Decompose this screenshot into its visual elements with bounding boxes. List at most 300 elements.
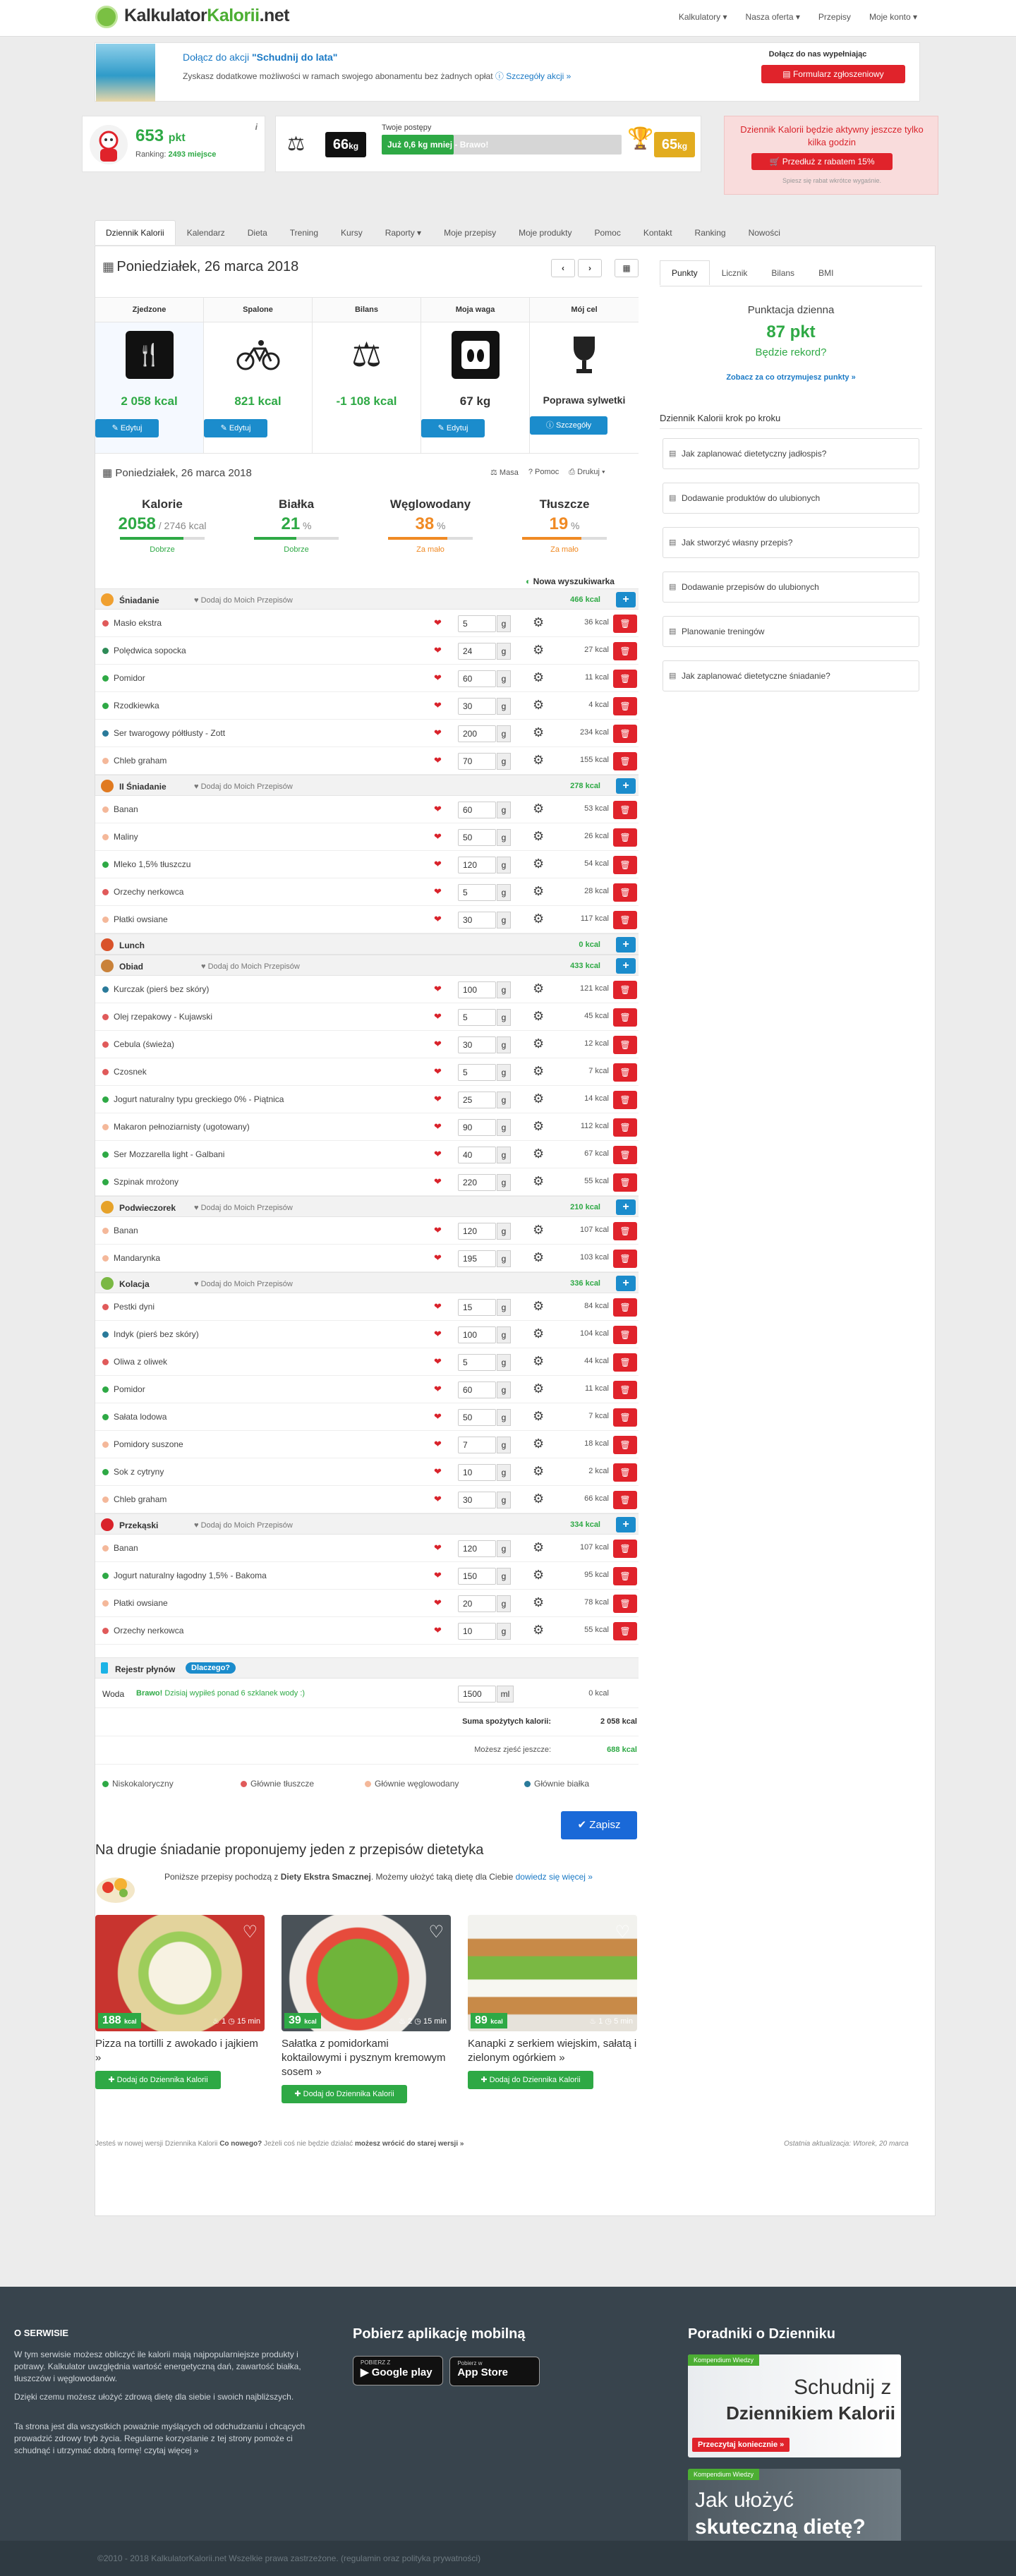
meal-header: [95, 588, 639, 610]
quantity-input[interactable]: 220: [458, 1174, 496, 1191]
food-row: [95, 1562, 639, 1590]
unit-label: g: [497, 1381, 511, 1398]
food-row: [95, 1321, 639, 1348]
quantity-input[interactable]: 20: [458, 1595, 496, 1612]
food-row: [95, 747, 639, 775]
favorite-heart-icon[interactable]: ❤: [434, 1625, 442, 1635]
suggest-text: Poniższe przepisy pochodzą z Diety Ekstra Smacznej. Możemy ułożyć taką dietę dla Ciebie dowiedz się więcej »: [164, 1872, 593, 1882]
meal-icon: [101, 1201, 114, 1214]
favorite-heart-icon[interactable]: ❤: [434, 1039, 442, 1049]
delete-trash-icon[interactable]: 🗑: [613, 801, 637, 819]
quantity-input[interactable]: 30: [458, 912, 496, 929]
score-points: 653 pkt: [135, 126, 186, 145]
side-tab-licznik[interactable]: Licznik: [721, 268, 748, 278]
meal-name: Kolacja: [119, 1279, 150, 1289]
calendar-icon: ▦: [102, 260, 115, 274]
meal-kcal: 278 kcal: [570, 782, 600, 790]
guide-ulubione-przepisy[interactable]: ▤ Dodawanie przepisów do ulubionych: [663, 572, 919, 603]
meal-icon: [101, 1518, 114, 1531]
gear-icon[interactable]: ⚙: [533, 1174, 545, 1188]
quantity-input[interactable]: 30: [458, 1036, 496, 1053]
delete-trash-icon[interactable]: 🗑: [613, 1491, 637, 1509]
favorite-heart-icon[interactable]: ❤: [434, 1066, 442, 1077]
favorite-heart-icon[interactable]: ❤: [434, 1597, 442, 1608]
gear-icon[interactable]: ⚙: [533, 1119, 545, 1133]
delete-trash-icon[interactable]: 🗑: [613, 1463, 637, 1482]
tab-ranking[interactable]: Ranking: [694, 228, 726, 238]
why-badge[interactable]: Dlaczego?: [186, 1662, 236, 1674]
delete-trash-icon[interactable]: 🗑: [613, 883, 637, 902]
delete-trash-icon[interactable]: 🗑: [613, 1408, 637, 1427]
gear-icon[interactable]: ⚙: [533, 884, 545, 898]
gear-icon[interactable]: ⚙: [533, 1568, 545, 1582]
learn-more-link[interactable]: dowiedz się więcej »: [515, 1872, 593, 1882]
food-kcal: 54 kcal: [584, 859, 609, 868]
add-to-favorites-link[interactable]: ♥ Dodaj do Moich Przepisów: [194, 1521, 293, 1530]
heart-icon[interactable]: ♡: [242, 1923, 258, 1942]
quantity-input[interactable]: 25: [458, 1092, 496, 1108]
gear-icon[interactable]: ⚙: [533, 1540, 545, 1554]
logo-text-c: .net: [259, 6, 290, 25]
quantity-input[interactable]: 5: [458, 1064, 496, 1081]
old-version-link[interactable]: możesz wrócić do starej wersji »: [354, 2140, 464, 2148]
favorite-heart-icon[interactable]: ❤: [434, 645, 442, 655]
category-dot: [102, 1441, 109, 1448]
gear-icon[interactable]: ⚙: [533, 753, 545, 767]
guide-treningi[interactable]: ▤ Planowanie treningów: [663, 616, 919, 647]
unit-label: g: [497, 670, 511, 687]
favorite-heart-icon[interactable]: ❤: [434, 1301, 442, 1312]
next-day-button[interactable]: ›: [578, 259, 602, 277]
delete-trash-icon[interactable]: 🗑: [613, 911, 637, 929]
delete-trash-icon[interactable]: 🗑: [613, 615, 637, 633]
guide-sniadanie[interactable]: ▤ Jak zaplanować dietetyczne śniadanie?: [663, 660, 919, 691]
meal-name: Podwieczorek: [119, 1203, 176, 1213]
delete-trash-icon[interactable]: 🗑: [613, 1622, 637, 1640]
logo-text-b: Kalorii: [207, 6, 260, 25]
edit-burned-button[interactable]: ✎ Edytuj: [204, 419, 267, 437]
last-update: Ostatnia aktualizacja: Wtorek, 20 marca: [784, 2140, 909, 2148]
quantity-input[interactable]: 120: [458, 1540, 496, 1557]
food-kcal: 121 kcal: [580, 984, 609, 993]
quantity-input[interactable]: 200: [458, 725, 496, 742]
unit-label: g: [497, 1119, 511, 1136]
food-row: [95, 1403, 639, 1431]
quantity-input[interactable]: 90: [458, 1119, 496, 1136]
menu-kalkulatory[interactable]: Kalkulatory ▾: [678, 12, 727, 22]
gear-icon[interactable]: ⚙: [533, 1009, 545, 1023]
tab-trening[interactable]: Trening: [289, 228, 319, 238]
gear-icon[interactable]: ⚙: [533, 670, 545, 684]
food-row: [95, 1535, 639, 1562]
favorite-heart-icon[interactable]: ❤: [434, 1329, 442, 1339]
quantity-input[interactable]: 150: [458, 1568, 496, 1585]
unit-label: g: [497, 884, 511, 901]
gear-icon[interactable]: ⚙: [533, 1595, 545, 1609]
calendar-button[interactable]: ▦: [615, 259, 639, 277]
gear-icon[interactable]: ⚙: [533, 615, 545, 629]
food-name: Chleb graham: [114, 756, 167, 766]
delete-trash-icon[interactable]: 🗑: [613, 725, 637, 743]
food-name: Banan: [114, 1226, 138, 1235]
info-icon[interactable]: i: [255, 122, 258, 132]
food-kcal: 45 kcal: [584, 1012, 609, 1020]
mass-tool[interactable]: ⚖ Masa: [490, 468, 519, 477]
google-play-button[interactable]: POBIERZ Z ▶ Google play: [353, 2356, 443, 2385]
food-kcal: 12 kcal: [584, 1039, 609, 1048]
food-row: [95, 1058, 639, 1086]
category-dot: [102, 1124, 109, 1130]
delete-trash-icon[interactable]: 🗑: [613, 1326, 637, 1344]
water-label: Woda: [102, 1689, 125, 1699]
food-row: [95, 976, 639, 1003]
gear-icon[interactable]: ⚙: [533, 802, 545, 816]
recipe-kcal-badge: 89 kcal: [471, 2013, 507, 2028]
delete-trash-icon[interactable]: 🗑: [613, 981, 637, 999]
add-product-button[interactable]: +: [616, 937, 636, 953]
gear-icon[interactable]: ⚙: [533, 1147, 545, 1161]
category-dot: [102, 1386, 109, 1393]
category-dot: [102, 889, 109, 895]
quantity-input[interactable]: 5: [458, 884, 496, 901]
application-form-button[interactable]: ▤ Formularz zgłoszeniowy: [761, 65, 905, 83]
unit-label: g: [497, 753, 511, 770]
quantity-input[interactable]: 5: [458, 1354, 496, 1371]
app-store-button[interactable]: Pobierz w App Store: [449, 2357, 540, 2386]
delete-trash-icon[interactable]: 🗑: [613, 1222, 637, 1240]
gear-icon[interactable]: ⚙: [533, 698, 545, 712]
quantity-input[interactable]: 24: [458, 643, 496, 660]
food-row: [95, 878, 639, 906]
gear-icon[interactable]: ⚙: [533, 1223, 545, 1237]
delete-trash-icon[interactable]: 🗑: [613, 1173, 637, 1192]
tab-dziennik-kalorii[interactable]: Dziennik Kalorii: [95, 220, 176, 245]
favorite-heart-icon[interactable]: ❤: [434, 617, 442, 628]
quantity-input[interactable]: 10: [458, 1623, 496, 1640]
favorite-heart-icon[interactable]: ❤: [434, 1542, 442, 1553]
summary-eaten: Zjedzone 🍴 2 058 kcal ✎ Edytuj: [95, 298, 204, 453]
category-dot: [102, 1151, 109, 1158]
category-dot: [102, 1255, 109, 1262]
food-row: [95, 1141, 639, 1168]
help-tool[interactable]: ? Pomoc: [528, 468, 560, 476]
quantity-input[interactable]: 60: [458, 670, 496, 687]
print-tool[interactable]: ⎙ Drukuj ▾: [569, 468, 605, 476]
save-button[interactable]: ✔ Zapisz: [561, 1811, 637, 1839]
menu-przepisy[interactable]: Przepisy: [818, 12, 851, 22]
promo-read-button[interactable]: Przeczytaj koniecznie »: [692, 2438, 790, 2452]
delete-trash-icon[interactable]: 🗑: [613, 1250, 637, 1268]
tab-kontakt[interactable]: Kontakt: [643, 228, 672, 238]
gear-icon[interactable]: ⚙: [533, 1299, 545, 1313]
quantity-input[interactable]: 50: [458, 829, 496, 846]
tab-dieta[interactable]: Dieta: [247, 228, 267, 238]
site-logo[interactable]: [99, 6, 289, 26]
favorite-heart-icon[interactable]: ❤: [434, 727, 442, 738]
food-plate-icon: [95, 1869, 136, 1904]
delete-trash-icon[interactable]: 🗑: [613, 1298, 637, 1317]
unit-label: g: [497, 802, 511, 818]
side-tab-bmi[interactable]: BMI: [818, 268, 834, 278]
add-product-button[interactable]: +: [616, 1517, 636, 1532]
gear-icon[interactable]: ⚙: [533, 1092, 545, 1106]
category-dot: [102, 1628, 109, 1634]
favorite-heart-icon[interactable]: ❤: [434, 804, 442, 814]
quantity-input[interactable]: 120: [458, 857, 496, 873]
add-recipe-button[interactable]: ✚ Dodaj do Dziennika Kalorii: [95, 2071, 221, 2089]
macro-weglowodany: Węglowodany 38 % Za mało: [363, 497, 497, 554]
quantity-input[interactable]: 60: [458, 802, 496, 818]
remaining-row: Możesz zjeść jeszcze: 688 kcal: [95, 1736, 639, 1765]
favorite-heart-icon[interactable]: ❤: [434, 1356, 442, 1367]
delete-trash-icon[interactable]: 🗑: [613, 642, 637, 660]
food-kcal: 2 kcal: [588, 1467, 609, 1475]
favorite-heart-icon[interactable]: ❤: [434, 1225, 442, 1235]
guide-jadlospis[interactable]: ▤ Jak zaplanować dietetyczny jadłospis?: [663, 438, 919, 469]
favorite-heart-icon[interactable]: ❤: [434, 984, 442, 994]
delete-trash-icon[interactable]: 🗑: [613, 828, 637, 847]
quantity-input[interactable]: 50: [458, 1409, 496, 1426]
side-tab-punkty[interactable]: Punkty: [660, 260, 710, 285]
delete-trash-icon[interactable]: 🗑: [613, 1146, 637, 1164]
add-to-favorites-link[interactable]: ♥ Dodaj do Moich Przepisów: [194, 596, 293, 605]
quantity-input[interactable]: 195: [458, 1250, 496, 1267]
gear-icon[interactable]: ⚙: [533, 1381, 545, 1396]
delete-trash-icon[interactable]: 🗑: [613, 1118, 637, 1137]
delete-trash-icon[interactable]: 🗑: [613, 1540, 637, 1558]
unit-label: g: [497, 1354, 511, 1371]
points-info-link[interactable]: Zobacz za co otrzymujesz punkty »: [726, 373, 856, 382]
delete-trash-icon[interactable]: 🗑: [613, 1036, 637, 1054]
water-qty-input[interactable]: 1500: [458, 1686, 496, 1703]
food-row: [95, 637, 639, 665]
meal-name: Przekąski: [119, 1520, 159, 1530]
recipe-meta: ♨ 1 ◷ 5 min: [589, 2017, 633, 2026]
unit-label: g: [497, 1009, 511, 1026]
gear-icon[interactable]: ⚙: [533, 1036, 545, 1051]
gear-icon[interactable]: ⚙: [533, 912, 545, 926]
tab-nowosci[interactable]: Nowości: [748, 228, 780, 238]
favorite-heart-icon[interactable]: ❤: [434, 672, 442, 683]
quantity-input[interactable]: 7: [458, 1437, 496, 1453]
food-kcal: 36 kcal: [584, 618, 609, 627]
favorite-heart-icon[interactable]: ❤: [434, 1252, 442, 1263]
recipe-image: [468, 1915, 637, 2031]
favorite-heart-icon[interactable]: ❤: [434, 1494, 442, 1504]
recipe-meta: ♨ 2 ◷ 15 min: [399, 2017, 447, 2026]
category-dot: [102, 1469, 109, 1475]
goal-value: Poprawa sylwetki: [543, 394, 626, 406]
add-recipe-button[interactable]: ✚ Dodaj do Dziennika Kalorii: [282, 2085, 407, 2103]
add-to-favorites-link[interactable]: ♥ Dodaj do Moich Przepisów: [194, 1280, 293, 1288]
delete-trash-icon[interactable]: 🗑: [613, 1008, 637, 1027]
tab-pomoc[interactable]: Pomoc: [594, 228, 621, 238]
food-name: Mandarynka: [114, 1253, 161, 1263]
delete-trash-icon[interactable]: 🗑: [613, 1595, 637, 1613]
delete-trash-icon[interactable]: 🗑: [613, 1063, 637, 1082]
add-product-button[interactable]: +: [616, 1199, 636, 1215]
gear-icon[interactable]: ⚙: [533, 725, 545, 739]
food-name: Pomidory suszone: [114, 1439, 183, 1449]
summary-burned: Spalone 821 kcal ✎ Edytuj: [204, 298, 313, 453]
unit-label: g: [497, 1623, 511, 1640]
recipe-title[interactable]: Sałatka z pomidorkami koktailowymi i pysznym kremowym sosem »: [282, 2038, 446, 2078]
gear-icon[interactable]: ⚙: [533, 1064, 545, 1078]
gear-icon[interactable]: ⚙: [533, 1409, 545, 1423]
favorite-heart-icon[interactable]: ❤: [434, 755, 442, 766]
quantity-input[interactable]: 70: [458, 753, 496, 770]
delete-trash-icon[interactable]: 🗑: [613, 856, 637, 874]
add-to-favorites-link[interactable]: ♥ Dodaj do Moich Przepisów: [194, 1204, 293, 1212]
add-product-button[interactable]: +: [616, 778, 636, 794]
guide-wlasny-przepis[interactable]: ▤ Jak stworzyć własny przepis?: [663, 527, 919, 558]
food-row: [95, 906, 639, 933]
quantity-input[interactable]: 30: [458, 698, 496, 715]
recipe-card-pizza[interactable]: [95, 1915, 265, 2089]
quantity-input[interactable]: 5: [458, 615, 496, 632]
food-name: Pestki dyni: [114, 1302, 155, 1312]
copyright-text: ©2010 - 2018 KalkulatorKalorii.net Wszelkie prawa zastrzeżone. (regulamin oraz polityka prywatności): [97, 2553, 481, 2563]
gear-icon[interactable]: ⚙: [533, 981, 545, 996]
favorite-heart-icon[interactable]: ❤: [434, 1466, 442, 1477]
menu-nasza-oferta[interactable]: Nasza oferta ▾: [745, 12, 800, 22]
delete-trash-icon[interactable]: 🗑: [613, 670, 637, 688]
favorite-heart-icon[interactable]: ❤: [434, 1176, 442, 1187]
delete-trash-icon[interactable]: 🗑: [613, 1353, 637, 1372]
gear-icon[interactable]: ⚙: [533, 1623, 545, 1637]
meal-name: Lunch: [119, 941, 145, 950]
add-product-button[interactable]: +: [616, 592, 636, 607]
food-row: [95, 1458, 639, 1486]
favorite-heart-icon[interactable]: ❤: [434, 831, 442, 842]
banner-details-link[interactable]: ⓘ Szczegóły akcji »: [495, 71, 572, 81]
add-to-favorites-link[interactable]: ♥ Dodaj do Moich Przepisów: [194, 782, 293, 791]
scale-balance-icon: ⚖: [351, 337, 382, 374]
food-name: Makaron pełnoziarnisty (ugotowany): [114, 1122, 250, 1132]
new-search-toggle[interactable]: ◐ Nowa wyszukiwarka: [526, 576, 615, 586]
delete-trash-icon[interactable]: 🗑: [613, 1567, 637, 1585]
favorite-heart-icon[interactable]: ❤: [434, 1011, 442, 1022]
edit-weight-button[interactable]: ✎ Edytuj: [421, 419, 485, 437]
heart-icon[interactable]: ♡: [428, 1923, 444, 1942]
legend-carbs: Głównie węglowodany: [365, 1779, 459, 1789]
toggle-icon: ◐: [526, 576, 531, 586]
diary-date: ▦ Poniedziałek, 26 marca 2018: [102, 259, 299, 274]
heart-icon[interactable]: ♡: [615, 1923, 630, 1942]
favorite-heart-icon[interactable]: ❤: [434, 1094, 442, 1104]
goal-details-button[interactable]: ⓘ Szczegóły: [530, 416, 607, 435]
prev-day-button[interactable]: ‹: [551, 259, 575, 277]
tab-moje-przepisy[interactable]: Moje przepisy: [444, 228, 497, 238]
promo-dieta[interactable]: Kompendium Wiedzy Jak ułożyć skuteczną dietę?: [688, 2469, 901, 2572]
gear-icon[interactable]: ⚙: [533, 1326, 545, 1341]
quantity-input[interactable]: 10: [458, 1464, 496, 1481]
food-row: [95, 1245, 639, 1272]
delete-trash-icon[interactable]: 🗑: [613, 697, 637, 715]
food-name: Sok z cytryny: [114, 1467, 164, 1477]
extend-discount-button[interactable]: 🛒 Przedłuż z rabatem 15%: [751, 153, 893, 170]
guide-ulubione-produkty[interactable]: ▤ Dodawanie produktów do ulubionych: [663, 483, 919, 514]
quantity-input[interactable]: 15: [458, 1299, 496, 1316]
favorite-heart-icon[interactable]: ❤: [434, 1411, 442, 1422]
delete-trash-icon[interactable]: 🗑: [613, 1381, 637, 1399]
gear-icon[interactable]: ⚙: [533, 1250, 545, 1264]
add-recipe-button[interactable]: ✚ Dodaj do Dziennika Kalorii: [468, 2071, 593, 2089]
favorite-heart-icon[interactable]: ❤: [434, 914, 442, 924]
meal-kcal: 210 kcal: [570, 1203, 600, 1211]
quantity-input[interactable]: 100: [458, 981, 496, 998]
tab-kalendarz[interactable]: Kalendarz: [186, 228, 225, 238]
recipe-card-salad[interactable]: [282, 1915, 451, 2103]
add-product-button[interactable]: +: [616, 958, 636, 974]
gear-icon[interactable]: ⚙: [533, 1464, 545, 1478]
quantity-input[interactable]: 100: [458, 1326, 496, 1343]
tab-raporty[interactable]: Raporty ▾: [385, 228, 422, 238]
favorite-heart-icon[interactable]: ❤: [434, 1439, 442, 1449]
favorite-heart-icon[interactable]: ❤: [434, 1149, 442, 1159]
favorite-heart-icon[interactable]: ❤: [434, 1384, 442, 1394]
food-row: [95, 823, 639, 851]
footer: [0, 2287, 1016, 2541]
quantity-input[interactable]: 40: [458, 1147, 496, 1163]
progress-bar: [382, 135, 622, 155]
food-name: Jogurt naturalny typu greckiego 0% - Piątnica: [114, 1094, 284, 1104]
delete-trash-icon[interactable]: 🗑: [613, 1091, 637, 1109]
favorite-heart-icon[interactable]: ❤: [434, 886, 442, 897]
category-dot: [102, 648, 109, 654]
add-to-favorites-link[interactable]: ♥ Dodaj do Moich Przepisów: [201, 962, 300, 971]
delete-trash-icon[interactable]: 🗑: [613, 752, 637, 770]
category-dot: [102, 1179, 109, 1185]
gear-icon[interactable]: ⚙: [533, 857, 545, 871]
quantity-input[interactable]: 5: [458, 1009, 496, 1026]
gear-icon[interactable]: ⚙: [533, 1492, 545, 1506]
edit-eaten-button[interactable]: ✎ Edytuj: [95, 419, 159, 437]
gear-icon[interactable]: ⚙: [533, 643, 545, 657]
side-tab-bilans[interactable]: Bilans: [771, 268, 795, 278]
category-dot: [102, 1069, 109, 1075]
meal-header: [95, 1196, 639, 1217]
favorite-heart-icon[interactable]: ❤: [434, 1121, 442, 1132]
food-row: [95, 1168, 639, 1196]
quantity-input[interactable]: 60: [458, 1381, 496, 1398]
category-dot: [102, 1014, 109, 1020]
tab-moje-produkty[interactable]: Moje produkty: [519, 228, 572, 238]
delete-trash-icon[interactable]: 🗑: [613, 1436, 637, 1454]
promo-schudnij[interactable]: Kompendium Wiedzy Schudnij z Dziennikiem Kalorii Przeczytaj koniecznie »: [688, 2354, 901, 2457]
favorite-heart-icon[interactable]: ❤: [434, 1570, 442, 1580]
food-kcal: 67 kcal: [584, 1149, 609, 1158]
add-product-button[interactable]: +: [616, 1276, 636, 1291]
unit-label: g: [497, 1540, 511, 1557]
quantity-input[interactable]: 120: [458, 1223, 496, 1240]
gear-icon[interactable]: ⚙: [533, 1354, 545, 1368]
recipe-title[interactable]: Kanapki z serkiem wiejskim, sałatą i zielonym ogórkiem »: [468, 2038, 637, 2064]
favorite-heart-icon[interactable]: ❤: [434, 700, 442, 710]
legend-protein: Głównie białka: [524, 1779, 589, 1789]
gear-icon[interactable]: ⚙: [533, 1437, 545, 1451]
recipe-card-sandwich[interactable]: [468, 1915, 637, 2089]
food-name: Banan: [114, 804, 138, 814]
menu-moje-konto[interactable]: Moje konto ▾: [869, 12, 917, 22]
favorite-heart-icon[interactable]: ❤: [434, 859, 442, 869]
food-kcal: 55 kcal: [584, 1177, 609, 1185]
gear-icon[interactable]: ⚙: [533, 829, 545, 843]
tab-kursy[interactable]: Kursy: [341, 228, 363, 238]
quantity-input[interactable]: 30: [458, 1492, 496, 1508]
recipe-title[interactable]: Pizza na tortilli z awokado i jajkiem »: [95, 2038, 258, 2064]
unit-label: g: [497, 829, 511, 846]
